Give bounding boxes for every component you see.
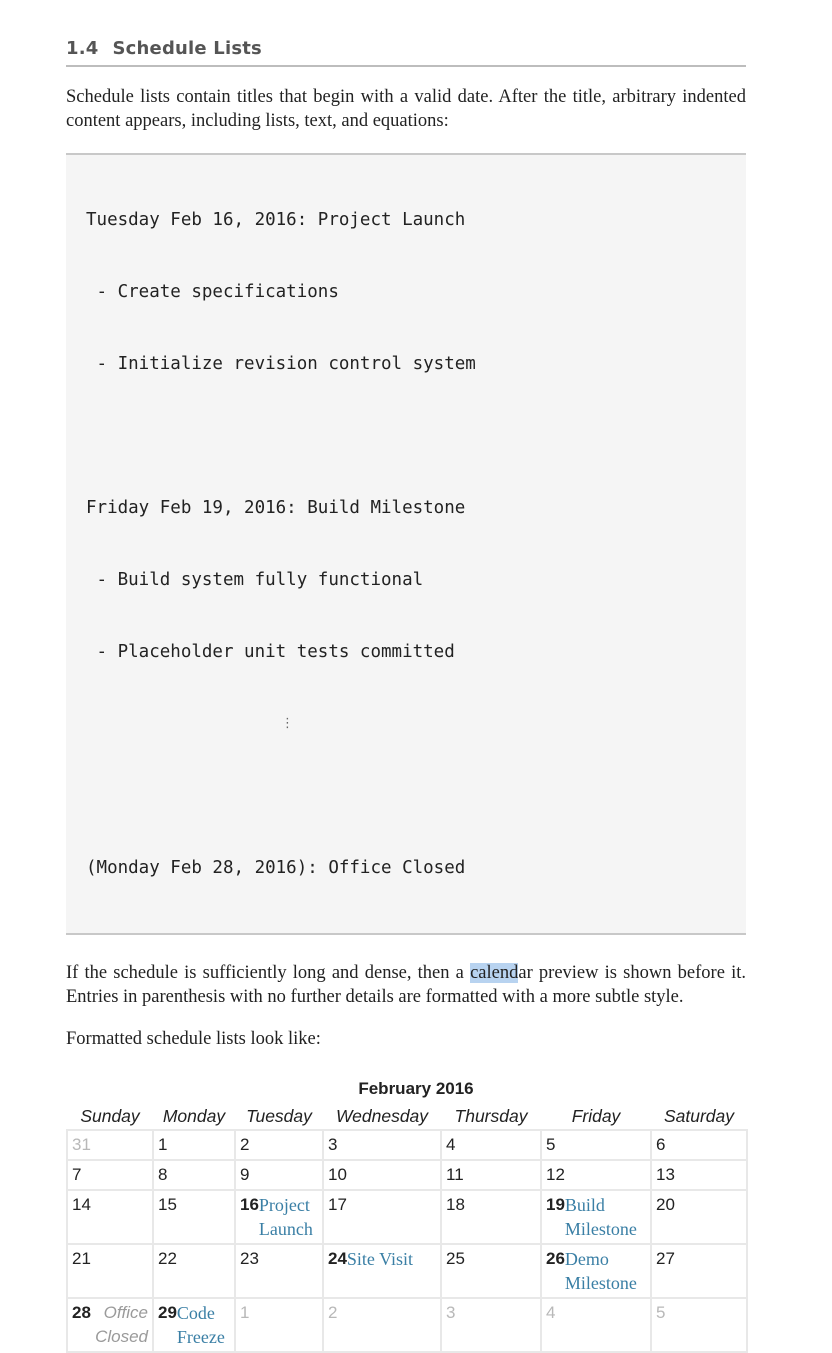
calendar-day-cell bbox=[67, 1160, 153, 1190]
preview-paragraph bbox=[66, 961, 746, 1009]
day-number: 13 bbox=[656, 1165, 675, 1184]
calendar-title: February 2016 bbox=[358, 1079, 474, 1098]
calendar-day-cell bbox=[235, 1160, 323, 1190]
day-number: 5 bbox=[656, 1303, 666, 1322]
calendar-event: Site Visit bbox=[346, 1249, 414, 1269]
calendar-day-cell bbox=[541, 1298, 651, 1352]
code-line: - Placeholder unit tests committed bbox=[86, 642, 455, 662]
calendar-week-row bbox=[67, 1160, 747, 1190]
weekday-header: Saturday bbox=[663, 1106, 735, 1126]
calendar-day-cell bbox=[651, 1130, 747, 1160]
calendar-day-cell bbox=[323, 1190, 441, 1244]
day-number: 4 bbox=[446, 1135, 456, 1154]
calendar-week-row bbox=[67, 1244, 747, 1298]
calendar-day-cell bbox=[541, 1130, 651, 1160]
calendar-day-cell bbox=[651, 1244, 747, 1298]
code-line bbox=[86, 424, 746, 448]
calendar-week-row bbox=[67, 1190, 747, 1244]
text-selection[interactable]: calend bbox=[470, 963, 519, 983]
calendar-day-cell bbox=[441, 1244, 541, 1298]
day-number: 10 bbox=[328, 1165, 347, 1184]
document-page bbox=[66, 38, 746, 1353]
calendar-day-cell bbox=[153, 1298, 235, 1352]
calendar-table bbox=[66, 1103, 748, 1353]
code-line: - Initialize revision control system bbox=[86, 354, 476, 374]
calendar-event: Project Launch bbox=[258, 1195, 313, 1239]
calendar-day-cell bbox=[235, 1130, 323, 1160]
weekday-header: Tuesday bbox=[246, 1106, 312, 1126]
day-number: 1 bbox=[240, 1303, 250, 1322]
calendar-day-cell bbox=[153, 1130, 235, 1160]
intro-paragraph: Schedule lists contain titles that begin with a valid date. After the title, arbitrary indented content appears, including lists, text, and equations: bbox=[66, 87, 746, 131]
calendar-event: Code Freeze bbox=[176, 1303, 225, 1347]
calendar-week-row bbox=[67, 1298, 747, 1352]
calendar-day-cell bbox=[651, 1298, 747, 1352]
para-text: ar preview is shown before it. Entries in parenthesis with no further details are formatted with a more subtle style. bbox=[66, 963, 746, 1007]
calendar-day-cell bbox=[541, 1160, 651, 1190]
para-text: If the schedule is sufficiently long and dense, then a bbox=[66, 963, 471, 983]
code-line: - Build system fully functional bbox=[86, 570, 424, 590]
calendar-day-cell bbox=[67, 1244, 153, 1298]
weekday-header: Sunday bbox=[80, 1106, 140, 1126]
code-line-last: (Monday Feb 28, 2016): Office Closed bbox=[86, 858, 466, 878]
code-ellipsis: ⋮ bbox=[281, 716, 294, 731]
weekday-header: Thursday bbox=[454, 1106, 528, 1126]
calendar-event: Demo Milestone bbox=[564, 1249, 637, 1293]
code-block bbox=[66, 153, 746, 935]
day-number: 5 bbox=[546, 1135, 556, 1154]
calendar-weekday-row bbox=[67, 1103, 747, 1130]
day-number: 2 bbox=[328, 1303, 338, 1322]
day-number: 31 bbox=[72, 1135, 91, 1154]
day-number: 19 bbox=[546, 1195, 565, 1214]
calendar-day-cell bbox=[323, 1298, 441, 1352]
day-number: 6 bbox=[656, 1135, 666, 1154]
calendar-day-cell bbox=[323, 1244, 441, 1298]
calendar-day-cell bbox=[153, 1190, 235, 1244]
day-number: 21 bbox=[72, 1249, 91, 1268]
calendar-day-cell bbox=[651, 1160, 747, 1190]
day-number: 20 bbox=[656, 1195, 675, 1214]
day-number: 11 bbox=[446, 1165, 464, 1184]
code-line: Friday Feb 19, 2016: Build Milestone bbox=[86, 498, 466, 518]
day-number: 23 bbox=[240, 1249, 259, 1268]
calendar-day-cell bbox=[153, 1160, 235, 1190]
day-number: 24 bbox=[328, 1249, 347, 1268]
day-number: 22 bbox=[158, 1249, 177, 1268]
calendar-day-cell bbox=[323, 1130, 441, 1160]
calendar-event: Build Milestone bbox=[564, 1195, 637, 1239]
day-number: 17 bbox=[328, 1195, 347, 1214]
day-number: 15 bbox=[158, 1195, 177, 1214]
day-number: 26 bbox=[546, 1249, 565, 1268]
weekday-header: Monday bbox=[162, 1106, 226, 1126]
calendar-day-cell bbox=[67, 1190, 153, 1244]
section-title: Schedule Lists bbox=[112, 38, 262, 59]
day-number: 8 bbox=[158, 1165, 168, 1184]
calendar-day-cell bbox=[67, 1130, 153, 1160]
calendar-day-cell bbox=[441, 1130, 541, 1160]
day-number: 4 bbox=[546, 1303, 556, 1322]
day-number: 3 bbox=[328, 1135, 338, 1154]
formatted-intro: Formatted schedule lists look like: bbox=[66, 1029, 321, 1049]
calendar-day-cell bbox=[67, 1298, 153, 1352]
calendar-day-cell bbox=[153, 1244, 235, 1298]
calendar-day-cell bbox=[323, 1160, 441, 1190]
section-heading bbox=[66, 38, 746, 67]
section-number: 1.4 bbox=[66, 38, 99, 59]
day-number: 9 bbox=[240, 1165, 250, 1184]
calendar-day-cell bbox=[441, 1190, 541, 1244]
day-number: 12 bbox=[546, 1165, 565, 1184]
calendar-day-cell bbox=[235, 1190, 323, 1244]
code-line: Tuesday Feb 16, 2016: Project Launch bbox=[86, 210, 466, 230]
calendar-event: Office Closed bbox=[95, 1303, 148, 1346]
day-number: 2 bbox=[240, 1135, 250, 1154]
calendar-week-row bbox=[67, 1130, 747, 1160]
calendar-day-cell bbox=[441, 1160, 541, 1190]
weekday-header: Friday bbox=[571, 1106, 621, 1126]
calendar-day-cell bbox=[541, 1190, 651, 1244]
day-number: 1 bbox=[158, 1135, 168, 1154]
calendar-day-cell bbox=[441, 1298, 541, 1352]
calendar-body bbox=[67, 1130, 747, 1352]
day-number: 18 bbox=[446, 1195, 465, 1214]
calendar-day-cell bbox=[651, 1190, 747, 1244]
day-number: 3 bbox=[446, 1303, 456, 1322]
day-number: 14 bbox=[72, 1195, 91, 1214]
day-number: 29 bbox=[158, 1303, 177, 1322]
day-number: 16 bbox=[240, 1195, 259, 1214]
calendar-day-cell bbox=[235, 1298, 323, 1352]
day-number: 25 bbox=[446, 1249, 465, 1268]
code-line: - Create specifications bbox=[86, 282, 339, 302]
calendar-day-cell bbox=[541, 1244, 651, 1298]
day-number: 7 bbox=[72, 1165, 82, 1184]
day-number: 27 bbox=[656, 1249, 675, 1268]
day-number: 28 bbox=[72, 1303, 91, 1322]
weekday-header: Wednesday bbox=[335, 1106, 429, 1126]
code-line bbox=[86, 784, 746, 808]
calendar-day-cell bbox=[235, 1244, 323, 1298]
